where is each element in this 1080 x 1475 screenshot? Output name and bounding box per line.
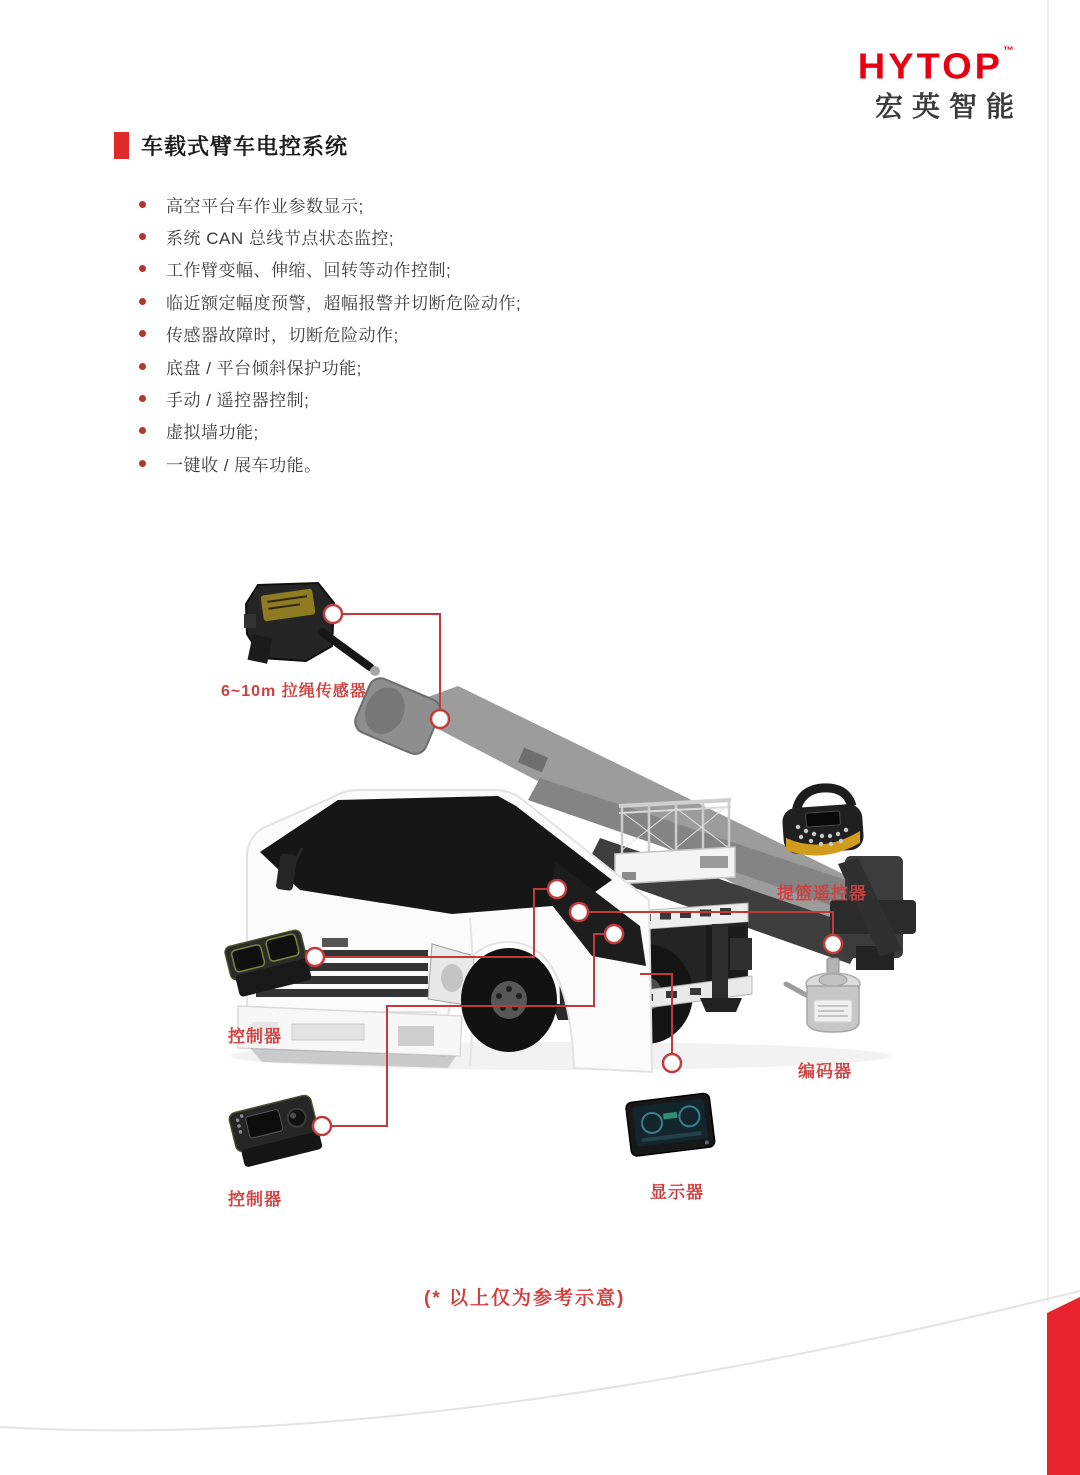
label-encoder: 编码器 bbox=[798, 1062, 852, 1081]
connector-node bbox=[431, 710, 449, 728]
feature-item: 一键收 / 展车功能。 bbox=[139, 447, 521, 479]
connector-node bbox=[306, 948, 324, 966]
label-remote: 提篮遥控器 bbox=[777, 884, 867, 903]
page-title: 车载式臂车电控系统 bbox=[141, 134, 349, 159]
feature-item: 工作臂变幅、伸缩、回转等动作控制; bbox=[139, 253, 521, 285]
connector-node bbox=[324, 605, 342, 623]
controller-bottom-illustration bbox=[228, 1094, 323, 1169]
logo-subtitle: 宏英智能 bbox=[874, 91, 1023, 122]
connector-node bbox=[663, 1054, 681, 1072]
feature-item: 虚拟墙功能; bbox=[139, 415, 521, 447]
rope-sensor-illustration bbox=[244, 583, 380, 676]
label-controller-top: 控制器 bbox=[228, 1027, 282, 1046]
feature-item: 底盘 / 平台倾斜保护功能; bbox=[139, 350, 521, 382]
feature-item: 传感器故障时，切断危险动作; bbox=[139, 318, 521, 350]
headlight-lens bbox=[441, 964, 463, 992]
feature-item: 系统 CAN 总线节点状态监控; bbox=[139, 220, 521, 252]
truck-cab bbox=[238, 790, 652, 1072]
corner-red-bar bbox=[1047, 1297, 1080, 1475]
label-controller-bottom: 控制器 bbox=[228, 1190, 282, 1209]
logo-wordmark: HYTOP bbox=[857, 47, 1003, 87]
bottom-curve bbox=[0, 1291, 1080, 1430]
remote-illustration bbox=[781, 788, 864, 856]
connector-node bbox=[313, 1117, 331, 1135]
encoder-illustration bbox=[786, 958, 860, 1032]
trademark-symbol: ™ bbox=[1003, 45, 1014, 57]
connector-node bbox=[570, 903, 588, 921]
display-illustration bbox=[625, 1093, 715, 1157]
sensor-cable bbox=[322, 632, 370, 667]
feature-item: 临近额定幅度预警，超幅报警并切断危险动作; bbox=[139, 285, 521, 317]
front-wheel bbox=[461, 948, 557, 1052]
label-display: 显示器 bbox=[650, 1183, 704, 1202]
reference-note: (* 以上仅为参考示意) bbox=[424, 1288, 626, 1309]
feature-item: 高空平台车作业参数显示; bbox=[139, 188, 521, 220]
connector-node bbox=[824, 935, 842, 953]
label-rope-sensor: 6~10m 拉绳传感器 bbox=[221, 683, 367, 700]
connector-node bbox=[605, 925, 623, 943]
connector-node bbox=[548, 880, 566, 898]
feature-item: 手动 / 遥控器控制; bbox=[139, 382, 521, 414]
